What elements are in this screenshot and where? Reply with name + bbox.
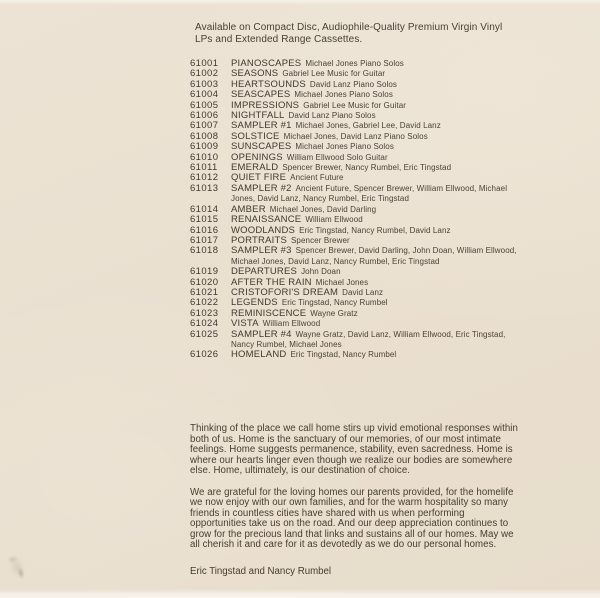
catalog-number: 61008 [190, 130, 219, 142]
album-title: QUIET FIRE [231, 172, 287, 184]
album-credits: Ancient Future [290, 173, 344, 183]
album-credits: Michael Jones Piano Solos [295, 142, 394, 152]
catalog-number: 61003 [190, 78, 219, 90]
catalog-number: 61014 [190, 203, 219, 215]
catalog-number: 61015 [190, 214, 219, 226]
catalog-row [190, 350, 525, 360]
catalog-row [190, 184, 525, 205]
content-column [190, 22, 525, 361]
album-title: LEGENDS [231, 297, 278, 309]
album-credits: David Lanz [342, 287, 384, 297]
album-credits: Michael Jones, Gabriel Lee, David Lanz [295, 121, 441, 131]
catalog-row [190, 319, 525, 329]
album-credits: Michael Jones Piano Solos [305, 59, 404, 68]
album-credits: Eric Tingstad, Nancy Rumbel, David Lanz [299, 225, 451, 235]
album-credits: Eric Tingstad, Nancy Rumbel [281, 298, 388, 308]
album-title: SEASONS [231, 68, 279, 80]
catalog-number: 61009 [190, 141, 219, 153]
catalog-number: 61025 [190, 328, 219, 340]
catalog-number: 61002 [190, 68, 219, 80]
essay-paragraph: Thinking of the place we call home stirs up vivid emotional responses within both of us. Home is the sanctuary of our memories, of our most intimate feelings. Home suggests permanence, stability, even sacredness. Home is where our hearts linger even though we realize our bodies are somewhere else. Home, ultimately, is our destination of choice. [190, 423, 518, 476]
catalog-number: 61001 [190, 58, 219, 69]
album-credits: John Doan [301, 267, 341, 277]
album-credits: Gabriel Lee Music for Guitar [303, 100, 407, 110]
album-title: PIANOSCAPES [231, 58, 302, 69]
album-credits: Spencer Brewer [291, 235, 350, 245]
catalog-number: 61024 [190, 318, 219, 330]
album-title: RENAISSANCE [231, 214, 302, 226]
album-title: SOLSTICE [231, 130, 280, 142]
album-title: REMINISCENCE [231, 307, 307, 319]
availability-note: Available on Compact Disc, Audiophile-Quality Premium Virgin Vinyl LPs and Extended Range Cassettes. [195, 22, 503, 45]
catalog-number: 61013 [190, 182, 219, 194]
catalog-number: 61011 [190, 162, 218, 174]
album-title: IMPRESSIONS [231, 99, 300, 111]
catalog-number: 61005 [190, 99, 219, 111]
catalog-number: 61016 [190, 224, 219, 236]
album-credits: David Lanz Piano Solos [288, 111, 376, 121]
album-title: DEPARTURES [231, 266, 298, 278]
album-title: AFTER THE RAIN [231, 276, 312, 288]
catalog-row [190, 215, 525, 225]
album-title: SUNSCAPES [231, 141, 292, 153]
catalog-row [190, 267, 525, 277]
album-title: HOMELAND [231, 349, 287, 361]
album-credits: Michael Jones, David Darling [269, 204, 377, 214]
album-credits: Wayne Gratz [310, 308, 358, 318]
essay-section [190, 424, 520, 577]
signature: Eric Tingstad and Nancy Rumbel [190, 565, 332, 577]
catalog-list [190, 59, 525, 361]
catalog-number: 61019 [190, 266, 219, 278]
album-title: CRISTOFORI'S DREAM [231, 286, 339, 298]
album-credits: Ancient Future, Spencer Brewer, William Ellwood, Michael Jones, David Lanz, Nancy Rumbel, Eric Tingstad [231, 183, 508, 204]
album-title: SAMPLER #3 [231, 245, 292, 257]
album-title: NIGHTFALL [231, 110, 285, 122]
scan-smudge [1, 548, 34, 587]
catalog-number: 61020 [190, 276, 219, 288]
catalog-number: 61007 [190, 120, 219, 132]
album-credits: William Ellwood Solo Guitar [286, 152, 388, 162]
album-credits: Wayne Gratz, David Lanz, William Ellwood, Eric Tingstad, Nancy Rumbel, Michael Jones [231, 329, 506, 349]
essay-paragraph: We are grateful for the loving homes our parents provided, for the homelife we now enjoy with our own families, and for the warm hospitality so many friends in countless cities have shared with us when performing opportunities take us on the road. And our deep appreciation continues to grow for the precious land that links and sustains all of our homes. May we all cherish it and care for it as devotedly as we do our personal homes. [190, 486, 514, 550]
album-credits: Michael Jones, David Lanz Piano Solos [283, 131, 428, 141]
catalog-number: 61004 [190, 89, 219, 101]
catalog-number: 61017 [190, 234, 219, 246]
catalog-row [190, 246, 525, 267]
album-credits: William Ellwood [262, 319, 321, 329]
album-credits: Spencer Brewer, Nancy Rumbel, Eric Tingstad [282, 163, 452, 173]
album-title: AMBER [231, 203, 266, 215]
catalog-number: 61022 [190, 297, 219, 309]
album-credits: William Ellwood [305, 215, 363, 225]
scan-edge-bottom [0, 589, 600, 598]
catalog-number: 61010 [190, 151, 219, 163]
album-credits: Eric Tingstad, Nancy Rumbel [290, 350, 397, 360]
album-title: OPENINGS [231, 151, 283, 163]
catalog-number: 61006 [190, 110, 219, 122]
album-title: SAMPLER #4 [231, 328, 292, 340]
album-title: EMERALD [231, 162, 279, 174]
album-title: WOODLANDS [231, 224, 296, 236]
album-credits: David Lanz Piano Solos [309, 79, 398, 89]
album-title: SAMPLER #2 [231, 182, 292, 194]
album-title: HEARTSOUNDS [231, 78, 306, 90]
catalog-number: 61021 [190, 286, 219, 298]
album-title: SAMPLER #1 [231, 120, 292, 132]
essay-paragraphs [190, 424, 520, 551]
album-credits: Michael Jones [315, 277, 369, 287]
catalog-number: 61023 [190, 307, 219, 319]
album-title: PORTRAITS [231, 234, 287, 246]
album-credits: Spencer Brewer, David Darling, John Doan, William Ellwood, Michael Jones, David Lanz, Nancy Rumbel, Eric Tingstad [231, 246, 517, 266]
catalog-row [190, 330, 525, 351]
album-credits: Michael Jones Piano Solos [294, 90, 393, 100]
album-credits: Gabriel Lee Music for Guitar [282, 69, 386, 79]
album-title: SEASCAPES [231, 89, 291, 101]
album-title: VISTA [231, 318, 259, 330]
catalog-number: 61026 [190, 349, 219, 361]
scan-edge-top [0, 0, 600, 5]
catalog-number: 61018 [190, 245, 219, 257]
catalog-number: 61012 [190, 172, 219, 184]
